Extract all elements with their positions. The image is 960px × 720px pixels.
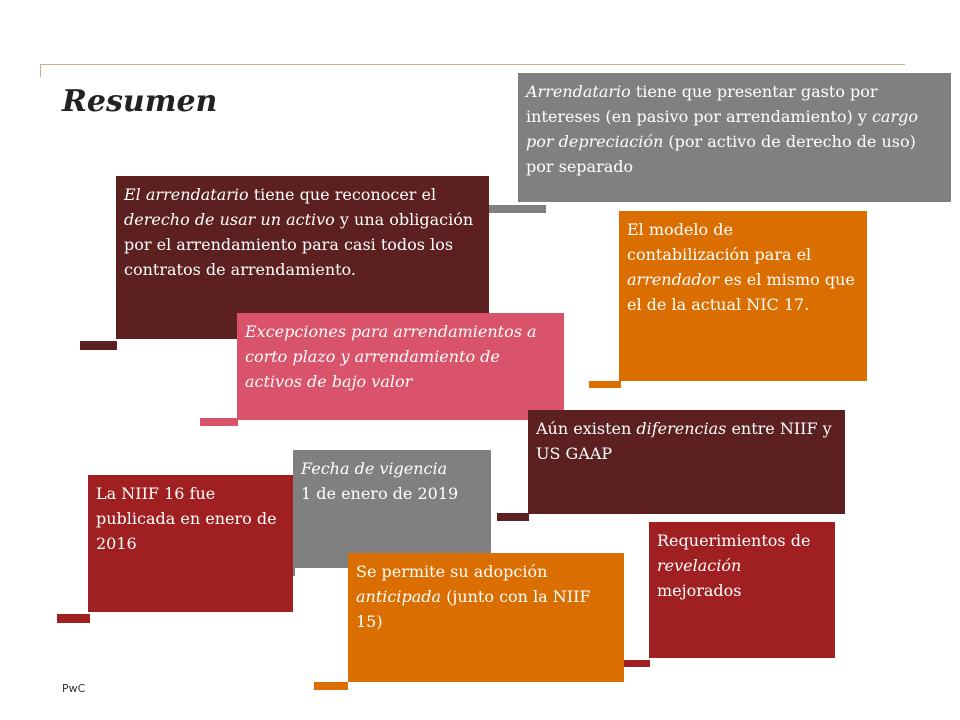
revelacion-text-1: Requerimientos de xyxy=(657,531,811,550)
gasto-text-1: Arrendatario xyxy=(526,82,631,101)
diferencias-text-3: entre NIIF y US GAAP xyxy=(536,419,832,463)
vigencia-date: 1 de enero de 2019 xyxy=(301,484,459,503)
revelacion-text-2: revelación xyxy=(657,556,742,575)
arrendador-text-3: es el mismo que el de la actual NIC 17. xyxy=(627,270,855,314)
tab-diferencias xyxy=(497,513,529,521)
reconocer-text-3: derecho de usar un activo xyxy=(124,210,335,229)
box-adopcion-anticipada xyxy=(348,553,624,682)
revelacion-text-3: mejorados xyxy=(657,581,742,600)
reconocer-text-2: tiene que reconocer el xyxy=(248,185,437,204)
excepciones-text: Excepciones para arrendamientos a corto plazo y arrendamiento de activos de bajo valor xyxy=(245,322,537,391)
vigencia-label: Fecha de vigencia xyxy=(301,459,448,478)
box-niif16-publicada xyxy=(88,475,293,612)
top-rule xyxy=(40,64,905,65)
tab-excepciones xyxy=(200,418,238,426)
anticipada-text-1: Se permite su adopción xyxy=(356,562,548,581)
tab-anticipada xyxy=(314,682,348,690)
top-rule-tick xyxy=(40,64,41,77)
footer-brand: PwC xyxy=(62,682,86,695)
anticipada-text-3: (junto con la NIIF 15) xyxy=(356,587,591,631)
tab-revelacion xyxy=(623,660,650,667)
reconocer-text-1: El arrendatario xyxy=(124,185,249,204)
box-excepciones xyxy=(237,313,564,420)
arrendador-text-1: El modelo de contabilización para el xyxy=(627,220,812,264)
anticipada-text-2: anticipada xyxy=(356,587,442,606)
box-diferencias xyxy=(528,410,845,514)
gasto-text-3: cargo por depreciación xyxy=(526,107,918,151)
box-modelo-arrendador xyxy=(619,211,867,381)
diferencias-text-2: diferencias xyxy=(636,419,727,438)
tab-arrendador xyxy=(589,381,621,388)
slide-title: Resumen xyxy=(62,84,218,119)
reconocer-text-4: y una obligación por el arrendamiento para casi todos los contratos de arrendamiento. xyxy=(124,210,474,279)
gasto-text-2: tiene que presentar gasto por intereses (en pasivo por arrendamiento) y xyxy=(526,82,878,126)
diferencias-text-1: Aún existen xyxy=(536,419,637,438)
box-fecha-vigencia xyxy=(293,450,491,568)
tab-reconocer xyxy=(80,341,117,350)
box-revelacion xyxy=(649,522,835,658)
arrendador-text-2: arrendador xyxy=(627,270,719,289)
gasto-text-4: (por activo de derecho de uso) por separado xyxy=(526,132,916,176)
tab-publicada xyxy=(57,614,90,623)
box-gasto-separado xyxy=(518,73,951,202)
publicada-text: La NIIF 16 fue publicada en enero de 2016 xyxy=(96,484,277,553)
